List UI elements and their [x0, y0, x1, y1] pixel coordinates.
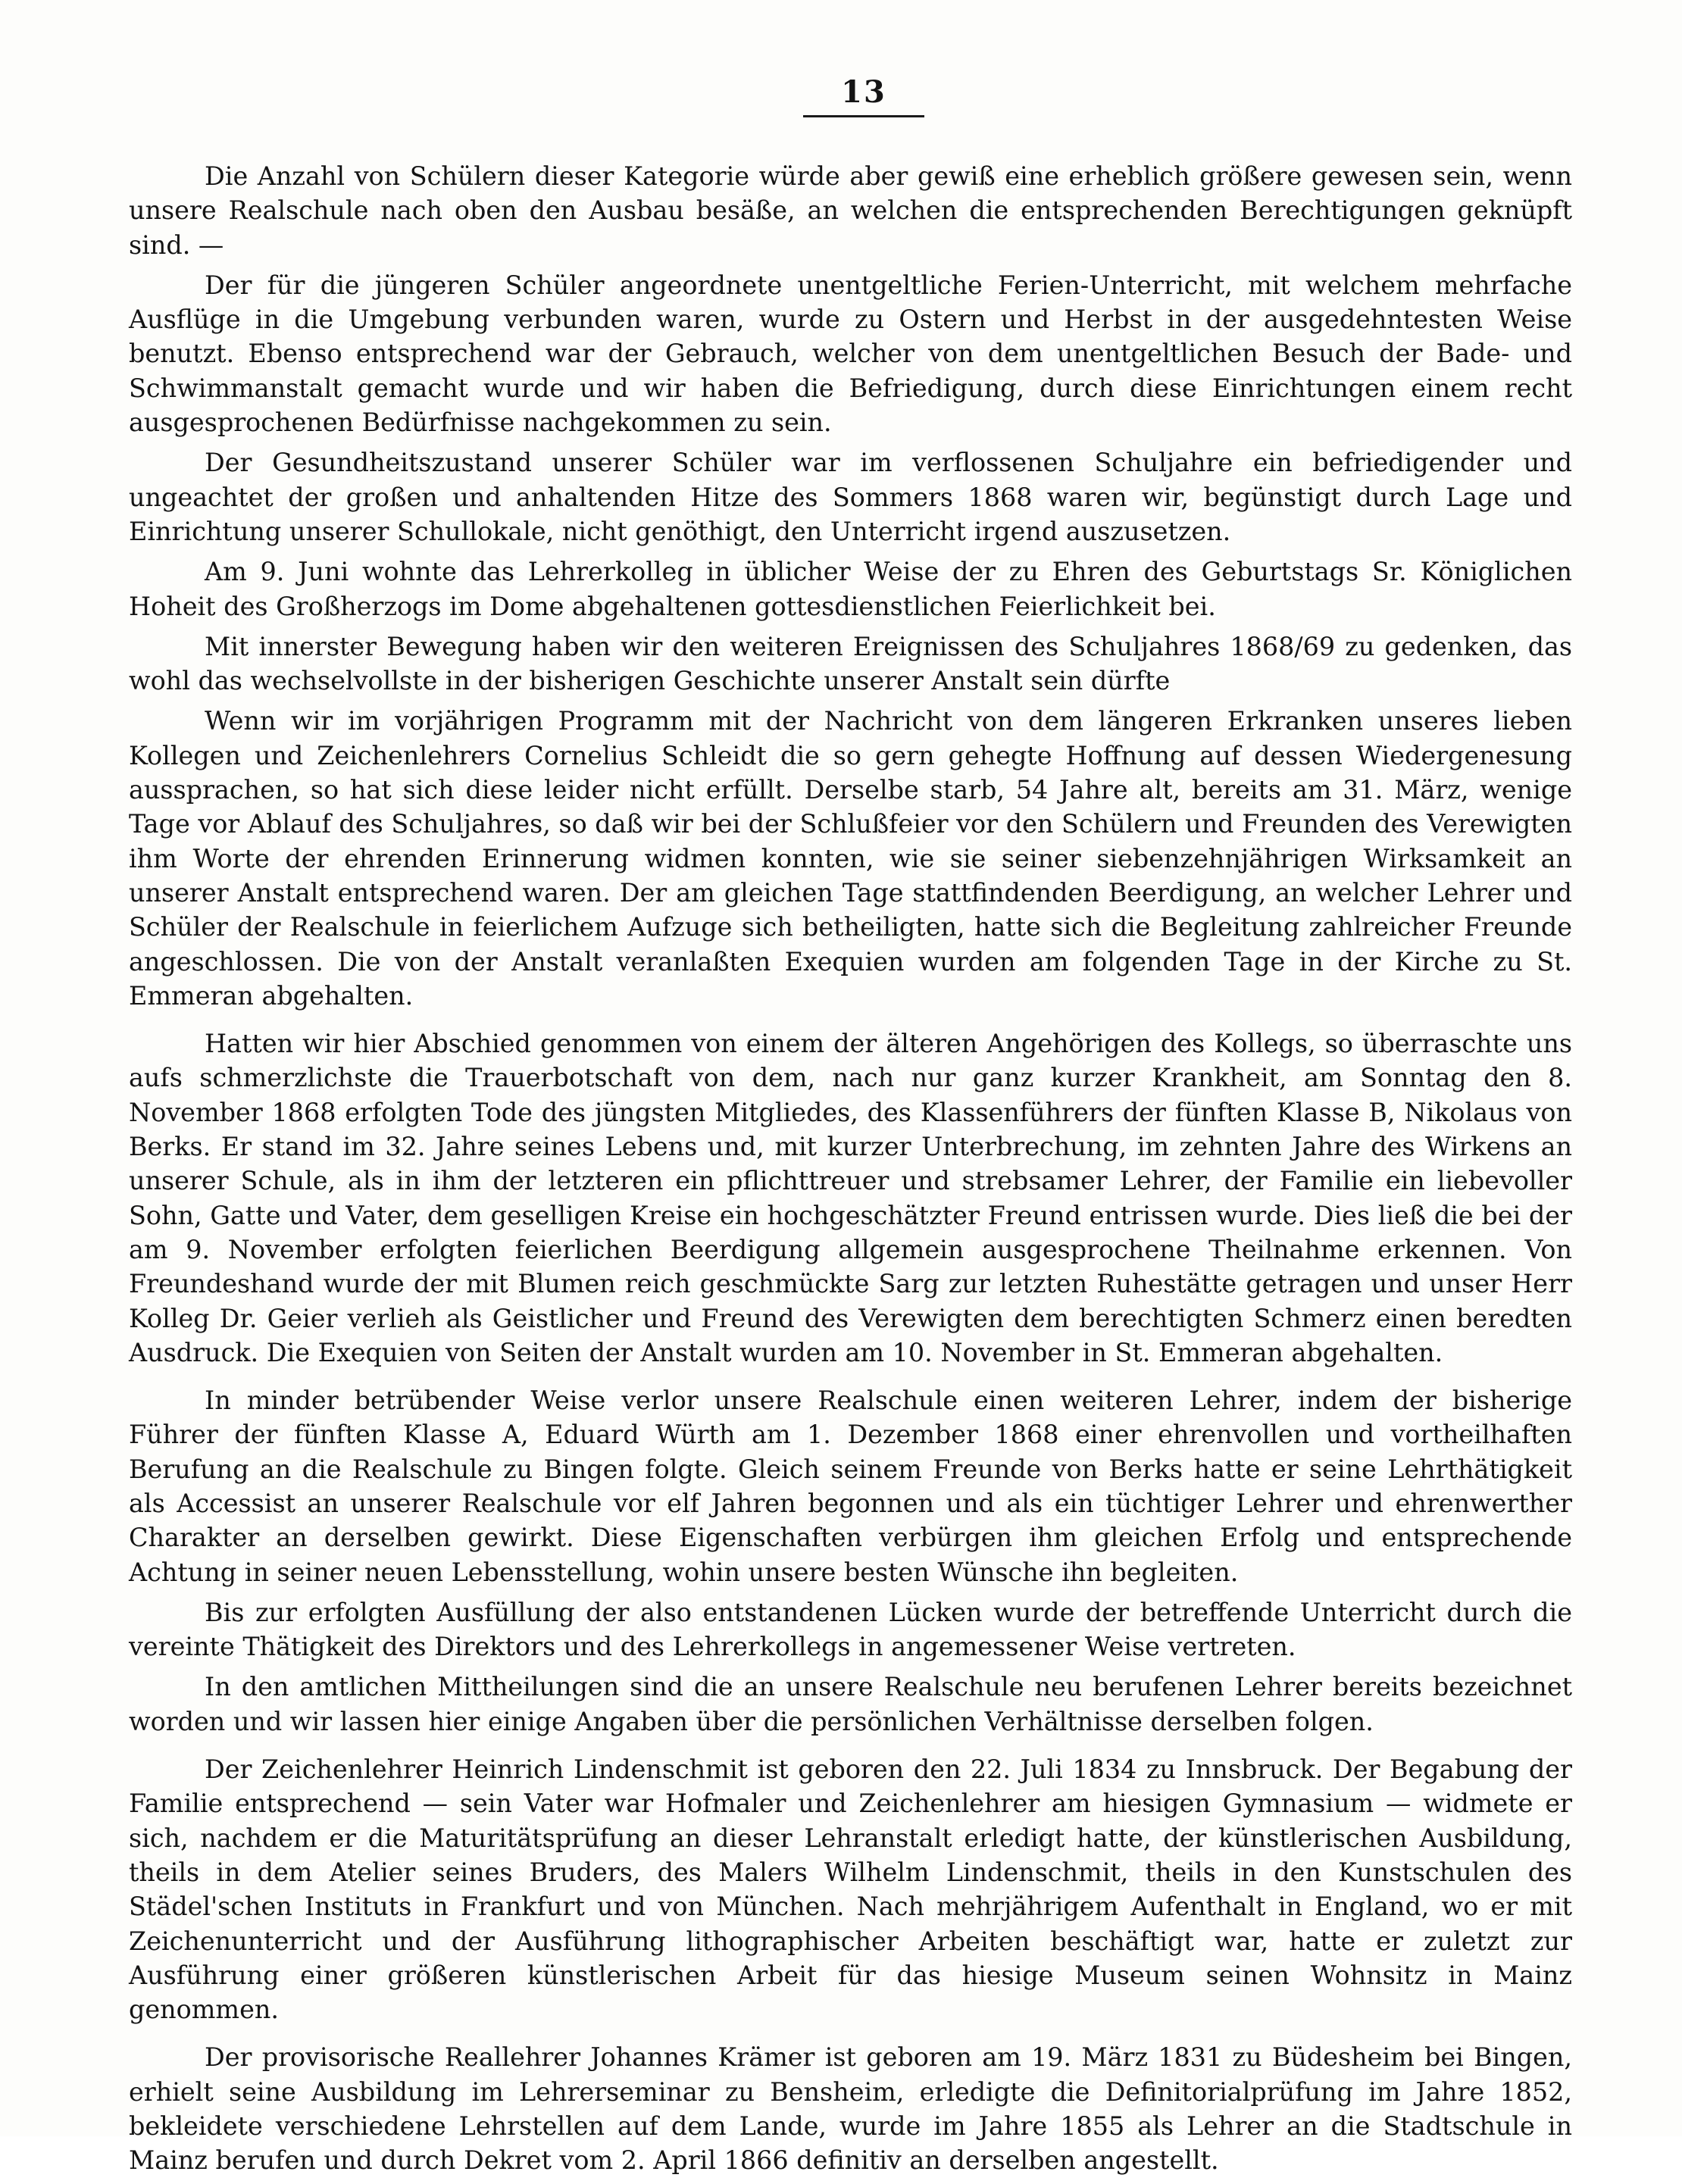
- body-text: [129, 159, 1572, 2184]
- paragraph: Der für die jüngeren Schüler angeordnete unentgeltliche Ferien-Unterricht, mit welchem mehrfache Ausflüge in die Umgebung verbunden waren, wurde zu Ostern und Herbst in der ausgedehntesten Weise benutzt. Ebenso entsprechend war der Gebrauch, welcher von dem unentgeltlichen Besuch der Bade- und Schwimmanstalt gemacht wurde und wir haben die Befriedigung, durch diese Einrichtungen einem recht ausgesprochenen Bedürfnisse nachgekommen zu sein.: [129, 270, 1572, 438]
- paragraph: Wenn wir im vorjährigen Programm mit der Nachricht von dem längeren Erkranken unseres lieben Kollegen und Zeichenlehrers Cornelius Schleidt die so gern gehegte Hoffnung auf dessen Wiedergenesung aussprachen, so hat sich diese leider nicht erfüllt. Derselbe starb, 54 Jahre alt, bereits am 31. März, wenige Tage vor Ablauf des Schuljahres, so daß wir bei der Schlußfeier vor den Schülern und Freunden des Verewigten ihm Worte der ehrenden Erinnerung widmen konnten, wie sie seiner siebenzehnjährigen Wirksamkeit an unserer Anstalt entsprechend waren. Der am gleichen Tage stattfindenden Beerdigung, an welcher Lehrer und Schüler der Realschule in feierlichem Aufzuge sich betheiligten, hatte sich die Begleitung zahlreicher Freunde angeschlossen. Die von der Anstalt veranlaßten Exequien wurden am folgenden Tage in der Kirche zu St. Emmeran abgehalten.: [129, 706, 1572, 1011]
- paragraph: Mit innerster Bewegung haben wir den weiteren Ereignissen des Schuljahres 1868/69 zu gedenken, das wohl das wechselvollste in der bisherigen Geschichte unserer Anstalt sein dürfte: [129, 631, 1572, 696]
- paragraph: Der Zeichenlehrer Heinrich Lindenschmit ist geboren den 22. Juli 1834 zu Innsbruck. Der Begabung der Familie entsprechend — sein Vater war Hofmaler und Zeichenlehrer am hiesigen Gymnasium — widmete er sich, nachdem er die Maturitätsprüfung an dieser Lehranstalt erledigt hatte, der künstlerischen Ausbildung, theils in dem Atelier seines Bruders, des Malers Wilhelm Lindenschmit, theils in den Kunstschulen des Städel'schen Instituts in Frankfurt und von München. Nach mehrjährigem Aufenthalt in England, wo er mit Zeichenunterricht und der Ausführung lithographischer Arbeiten beschäftigt war, hatte er zuletzt zur Ausführung einer größeren künstlerischen Arbeit für das hiesige Museum seinen Wohnsitz in Mainz genommen.: [129, 1754, 1572, 2025]
- paragraph: Der Gesundheitszustand unserer Schüler war im verflossenen Schuljahre ein befriedigender und ungeachtet der großen und anhaltenden Hitze des Sommers 1868 waren wir, begünstigt durch Lage und Einrichtung unserer Schullokale, nicht genöthigt, den Unterricht irgend auszusetzen.: [129, 448, 1572, 546]
- paragraph: Hatten wir hier Abschied genommen von einem der älteren Angehörigen des Kollegs, so überraschte uns aufs schmerzlichste die Trauerbotschaft von dem, nach nur ganz kurzer Krankheit, am Sonntag den 8. November 1868 erfolgten Tode des jüngsten Mitgliedes, des Klassenführers der fünften Klasse B, Nikolaus von Berks. Er stand im 32. Jahre seines Lebens und, mit kurzer Unterbrechung, im zehnten Jahre des Wirkens an unserer Schule, als in ihm der letzteren ein pflichttreuer und strebsamer Lehrer, der Familie ein liebevoller Sohn, Gatte und Vater, dem geselligen Kreise ein hochgeschätzter Freund entrissen wurde. Dies ließ die bei der am 9. November erfolgten feierlichen Beerdigung allgemein ausgesprochene Theilnahme erkennen. Von Freundeshand wurde der mit Blumen reich geschmückte Sarg zur letzten Ruhestätte getragen und unser Herr Kolleg Dr. Geier verlieh als Geistlicher und Freund des Verewigten dem berechtigten Schmerz einen beredten Ausdruck. Die Exequien von Seiten der Anstalt wurden am 10. November in St. Emmeran abgehalten.: [129, 1029, 1572, 1367]
- paragraph: Der provisorische Reallehrer Johannes Krämer ist geboren am 19. März 1831 zu Büdesheim bei Bingen, erhielt seine Ausbildung im Lehrerseminar zu Bensheim, erledigte die Definitorialprüfung im Jahre 1852, bekleidete verschiedene Lehrstellen auf dem Lande, wurde im Jahre 1855 als Lehrer an die Stadtschule in Mainz berufen und durch Dekret vom 2. April 1866 definitiv an derselben angestellt.: [129, 2042, 1572, 2176]
- paragraph: In minder betrübender Weise verlor unsere Realschule einen weiteren Lehrer, indem der bisherige Führer der fünften Klasse A, Eduard Würth am 1. Dezember 1868 einer ehrenvollen und vortheilhaften Berufung an die Realschule zu Bingen folgte. Gleich seinem Freunde von Berks hatte er seine Lehrthätigkeit als Accessist an unserer Realschule vor elf Jahren begonnen und als ein tüchtiger Lehrer und ehrenwerther Charakter an derselben gewirkt. Diese Eigenschaften verbürgen ihm gleichen Erfolg und entsprechende Achtung in seiner neuen Lebensstellung, wohin unsere besten Wünsche ihn begleiten.: [129, 1386, 1572, 1587]
- paragraph: Bis zur erfolgten Ausfüllung der also entstandenen Lücken wurde der betreffende Unterricht durch die vereinte Thätigkeit des Direktors und des Lehrerkollegs in angemessener Weise vertreten.: [129, 1597, 1572, 1662]
- paragraph: In den amtlichen Mittheilungen sind die an unsere Realschule neu berufenen Lehrer bereits bezeichnet worden und wir lassen hier einige Angaben über die persönlichen Verhältnisse derselben folgen.: [129, 1672, 1572, 1736]
- page-number: 13: [841, 74, 886, 110]
- paragraph: Die Anzahl von Schülern dieser Kategorie würde aber gewiß eine erheblich größere gewesen sein, wenn unsere Realschule nach oben den Ausbau besäße, an welchen die entsprechenden Berechtigungen geknüpft sind. —: [129, 161, 1572, 260]
- paragraph: Am 9. Juni wohnte das Lehrerkolleg in üblicher Weise der zu Ehren des Geburtstags Sr. Königlichen Hoheit des Großherzogs im Dome abgehaltenen gottesdienstlichen Feierlichkeit bei.: [129, 557, 1572, 621]
- page-number-rule: [803, 115, 924, 117]
